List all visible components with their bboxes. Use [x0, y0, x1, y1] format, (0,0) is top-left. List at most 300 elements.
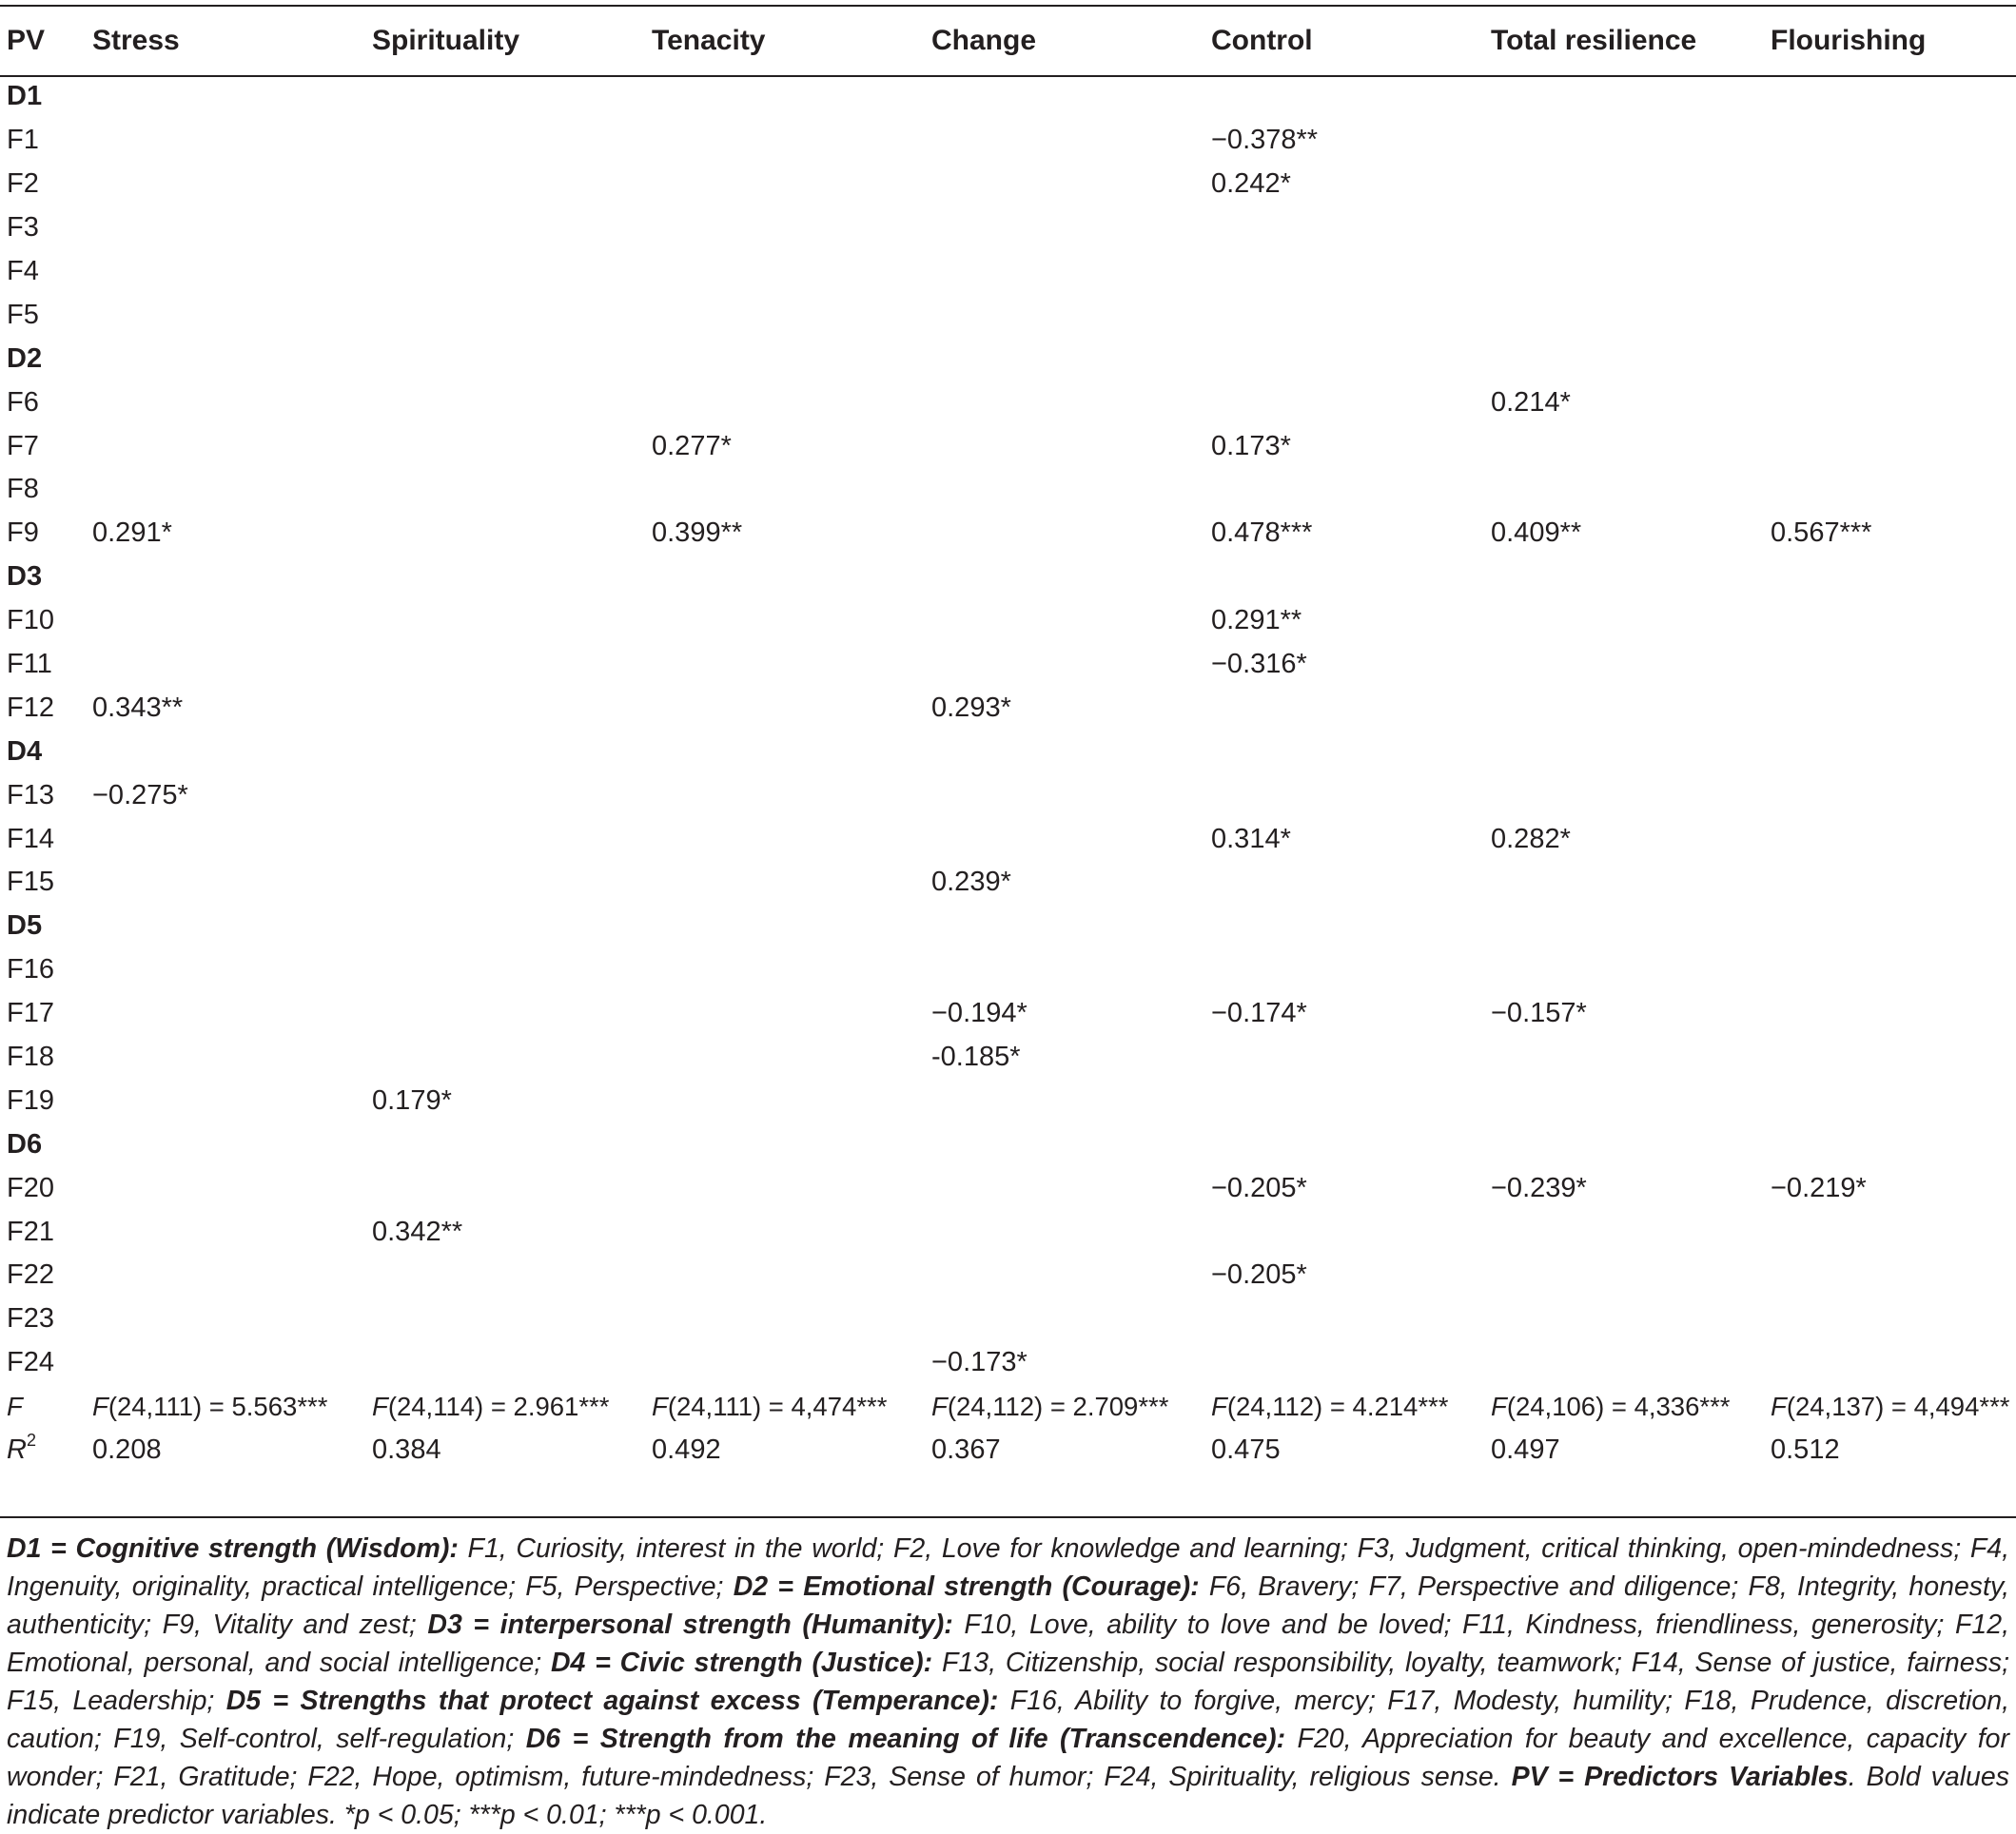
- table-row: [0, 861, 2016, 905]
- table-cell: [925, 1210, 1204, 1254]
- table-cell: [86, 424, 365, 468]
- table-cell: [645, 293, 925, 337]
- table-cell: [86, 380, 365, 424]
- table-cell: [925, 643, 1204, 687]
- table-cell: 0.367: [931, 1434, 1001, 1466]
- table-cell: [925, 905, 1204, 948]
- table-cell: [1204, 380, 1484, 424]
- table-cell: [365, 556, 645, 599]
- table-cell: [1204, 773, 1484, 817]
- table-cell: [645, 1297, 925, 1341]
- table-cell: [1764, 293, 2016, 337]
- table-cell: 0.179*: [372, 1084, 452, 1116]
- table-cell: [925, 556, 1204, 599]
- table-cell: [1764, 75, 2016, 119]
- table-cell: [365, 1036, 645, 1080]
- table-cell: [925, 730, 1204, 773]
- table-cell: [1484, 468, 1764, 512]
- table-cell: [1484, 1036, 1764, 1080]
- table-cell: [86, 861, 365, 905]
- table-cell: [1764, 468, 2016, 512]
- table-cell: [925, 512, 1204, 556]
- table-cell: [1484, 75, 1764, 119]
- column-header: Change: [931, 25, 1037, 56]
- table-cell: [925, 119, 1204, 163]
- table-row: [0, 686, 2016, 730]
- table-cell: [86, 119, 365, 163]
- table-cell: [1204, 1210, 1484, 1254]
- table-cell: [365, 1297, 645, 1341]
- table-row: [0, 1297, 2016, 1341]
- table-cell: F(24,111) = 4,474***: [652, 1391, 888, 1421]
- table-cell: [645, 1254, 925, 1297]
- table-cell: 0.492: [652, 1434, 721, 1466]
- table-cell: [1764, 1122, 2016, 1166]
- table-cell: F(24,114) = 2.961***: [372, 1391, 610, 1421]
- row-label: F14: [7, 823, 54, 854]
- table-cell: [1764, 424, 2016, 468]
- table-cell: [365, 905, 645, 948]
- row-label: D2: [7, 342, 43, 374]
- row-label: F7: [7, 430, 39, 461]
- row-label: $R^2$: [7, 1431, 36, 1466]
- table-cell: [645, 686, 925, 730]
- table-cell: [645, 817, 925, 861]
- table-cell: 0.567***: [1771, 517, 1872, 549]
- table-cell: [1484, 599, 1764, 643]
- table-cell: [1764, 1210, 2016, 1254]
- table-cell: [925, 163, 1204, 206]
- table-cell: 0.475: [1211, 1434, 1281, 1466]
- table-cell: [1484, 1341, 1764, 1385]
- table-cell: 0.512: [1771, 1434, 1840, 1466]
- row-label: F: [7, 1391, 23, 1421]
- row-label: F24: [7, 1347, 54, 1378]
- table-cell: [1764, 119, 2016, 163]
- column-header: Total resilience: [1491, 25, 1697, 56]
- table-cell: [1764, 206, 2016, 250]
- table-cell: [925, 773, 1204, 817]
- table-cell: [86, 1166, 365, 1210]
- table-cell: 0.291**: [1211, 605, 1302, 636]
- table-row: [0, 992, 2016, 1036]
- table-cell: [1484, 119, 1764, 163]
- table-cell: 0.314*: [1211, 823, 1291, 854]
- table-row: [0, 250, 2016, 294]
- table-cell: [86, 1036, 365, 1080]
- table-cell: [365, 250, 645, 294]
- table-cell: −0.205*: [1211, 1172, 1307, 1203]
- table-cell: [86, 1079, 365, 1122]
- table-cell: [86, 1341, 365, 1385]
- row-label: F18: [7, 1042, 54, 1073]
- table-row: [0, 1341, 2016, 1385]
- table-cell: −0.316*: [1211, 649, 1307, 680]
- table-cell: [645, 206, 925, 250]
- table-cell: 0.384: [372, 1434, 441, 1466]
- table-cell: [365, 75, 645, 119]
- table-cell: [1764, 686, 2016, 730]
- table-cell: [645, 773, 925, 817]
- table-cell: [645, 556, 925, 599]
- table-cell: [1204, 948, 1484, 992]
- table-cell: [365, 817, 645, 861]
- table-cell: [1484, 424, 1764, 468]
- table-cell: [86, 163, 365, 206]
- table-cell: [1484, 556, 1764, 599]
- table-cell: [1484, 686, 1764, 730]
- table-cell: [925, 293, 1204, 337]
- table-cell: [1484, 1122, 1764, 1166]
- table-cell: [1764, 556, 2016, 599]
- table-cell: [1484, 293, 1764, 337]
- table-cell: 0.208: [92, 1434, 162, 1466]
- table-cell: [1764, 1254, 2016, 1297]
- table-cell: [645, 250, 925, 294]
- row-label: F15: [7, 867, 54, 898]
- table-cell: [365, 380, 645, 424]
- row-label: F17: [7, 998, 54, 1029]
- table-row: [0, 380, 2016, 424]
- header-row: [0, 7, 2016, 75]
- table-cell: [1484, 1297, 1764, 1341]
- table-row: [0, 1036, 2016, 1080]
- table-cell: [365, 599, 645, 643]
- r-squared-row: [0, 1429, 2016, 1473]
- row-label: F1: [7, 125, 39, 156]
- table-cell: [925, 75, 1204, 119]
- table-cell: F(24,112) = 4.214***: [1211, 1391, 1449, 1421]
- table-cell: [1764, 599, 2016, 643]
- table-cell: [645, 1122, 925, 1166]
- table-cell: [1204, 250, 1484, 294]
- table-cell: [1764, 250, 2016, 294]
- table-cell: [645, 380, 925, 424]
- table-cell: [645, 1166, 925, 1210]
- table-cell: [925, 1166, 1204, 1210]
- table-cell: [1764, 730, 2016, 773]
- row-label: D6: [7, 1128, 43, 1160]
- table-cell: [86, 1297, 365, 1341]
- dimension-row: [0, 1122, 2016, 1166]
- table-cell: [1764, 817, 2016, 861]
- table-cell: [365, 119, 645, 163]
- bottom-rule: [0, 1516, 2016, 1518]
- table-row: [0, 1166, 2016, 1210]
- table-cell: [1484, 206, 1764, 250]
- table-cell: [1764, 905, 2016, 948]
- table-cell: 0.282*: [1491, 823, 1571, 854]
- table-cell: [645, 861, 925, 905]
- table-cell: [86, 293, 365, 337]
- table-cell: [1764, 1341, 2016, 1385]
- row-label: D1: [7, 81, 43, 112]
- row-label: F10: [7, 605, 54, 636]
- table-cell: F(24,106) = 4,336***: [1491, 1391, 1731, 1421]
- table-cell: [86, 599, 365, 643]
- table-cell: [365, 948, 645, 992]
- table-cell: [645, 1036, 925, 1080]
- table-cell: [1204, 905, 1484, 948]
- table-cell: [1204, 1297, 1484, 1341]
- table-cell: [1204, 686, 1484, 730]
- table-cell: [365, 293, 645, 337]
- table-cell: −0.194*: [931, 998, 1028, 1029]
- table-cell: −0.173*: [931, 1347, 1028, 1378]
- column-header: Tenacity: [652, 25, 766, 56]
- table-cell: [86, 1254, 365, 1297]
- table-cell: 0.478***: [1211, 517, 1313, 549]
- table-cell: [925, 424, 1204, 468]
- column-header: Control: [1211, 25, 1313, 56]
- table-row: [0, 599, 2016, 643]
- table-body: [0, 75, 2016, 1473]
- row-label: F23: [7, 1303, 54, 1335]
- table-cell: [1204, 337, 1484, 380]
- table-cell: −0.239*: [1491, 1172, 1587, 1203]
- table-row: [0, 163, 2016, 206]
- table-cell: −0.205*: [1211, 1259, 1307, 1291]
- table-cell: [1764, 337, 2016, 380]
- dimension-row: [0, 730, 2016, 773]
- table-cell: [1204, 1079, 1484, 1122]
- dimension-row: [0, 75, 2016, 119]
- row-label: F20: [7, 1172, 54, 1203]
- table-cell: [365, 337, 645, 380]
- row-label: F9: [7, 517, 39, 549]
- table-cell: [1764, 1036, 2016, 1080]
- table-cell: [1484, 163, 1764, 206]
- row-label: F6: [7, 386, 39, 418]
- dimension-row: [0, 905, 2016, 948]
- row-label: F16: [7, 954, 54, 985]
- table-row: [0, 468, 2016, 512]
- table-cell: -0.185*: [931, 1042, 1021, 1073]
- table-cell: [86, 817, 365, 861]
- table-cell: [1204, 1122, 1484, 1166]
- table-row: [0, 948, 2016, 992]
- table-cell: [1764, 948, 2016, 992]
- table-cell: [365, 773, 645, 817]
- table-cell: [1764, 380, 2016, 424]
- row-label: F19: [7, 1084, 54, 1116]
- table-cell: [1204, 293, 1484, 337]
- table-cell: [86, 556, 365, 599]
- table-cell: F(24,111) = 5.563***: [92, 1391, 328, 1421]
- table-row: [0, 1210, 2016, 1254]
- row-label: F13: [7, 779, 54, 810]
- table-cell: [86, 250, 365, 294]
- table-cell: [86, 206, 365, 250]
- table-cell: [86, 905, 365, 948]
- table-cell: [1764, 1079, 2016, 1122]
- table-row: [0, 773, 2016, 817]
- table-cell: [1204, 206, 1484, 250]
- table-cell: [1204, 861, 1484, 905]
- table-cell: [365, 512, 645, 556]
- table-row: [0, 293, 2016, 337]
- table-cell: [1204, 75, 1484, 119]
- table-cell: [645, 643, 925, 687]
- table-cell: [86, 75, 365, 119]
- table-cell: [1204, 1036, 1484, 1080]
- table-cell: [1484, 337, 1764, 380]
- table-cell: −0.174*: [1211, 998, 1307, 1029]
- table-cell: [925, 1122, 1204, 1166]
- table-cell: [365, 468, 645, 512]
- table-cell: 0.343**: [92, 692, 184, 723]
- table-cell: [645, 163, 925, 206]
- table-cell: [645, 1210, 925, 1254]
- row-label: D4: [7, 735, 43, 767]
- table-cell: [645, 75, 925, 119]
- table-cell: [925, 948, 1204, 992]
- table-cell: [925, 206, 1204, 250]
- table-cell: [1204, 1341, 1484, 1385]
- table-cell: [1764, 1297, 2016, 1341]
- table-cell: [365, 992, 645, 1036]
- table-cell: 0.242*: [1211, 168, 1291, 200]
- table-cell: 0.342**: [372, 1216, 463, 1247]
- table-cell: [86, 948, 365, 992]
- table-cell: [1764, 992, 2016, 1036]
- table-cell: [365, 730, 645, 773]
- table-cell: [86, 468, 365, 512]
- row-label: F2: [7, 168, 39, 200]
- table-row: [0, 119, 2016, 163]
- table-cell: 0.409**: [1491, 517, 1582, 549]
- table-cell: [365, 643, 645, 687]
- row-label: F4: [7, 256, 39, 286]
- row-label: F22: [7, 1259, 54, 1291]
- dimension-row: [0, 337, 2016, 380]
- table-cell: [645, 1341, 925, 1385]
- table-row: [0, 424, 2016, 468]
- row-label: F12: [7, 692, 54, 723]
- table-cell: [1484, 643, 1764, 687]
- table-cell: [1764, 163, 2016, 206]
- table-row: [0, 643, 2016, 687]
- table-cell: [1484, 250, 1764, 294]
- table-cell: [365, 206, 645, 250]
- table-cell: [645, 948, 925, 992]
- table-row: [0, 512, 2016, 556]
- row-label: F5: [7, 299, 39, 330]
- table-cell: 0.293*: [931, 692, 1011, 723]
- table-cell: [1204, 468, 1484, 512]
- table-row: [0, 1079, 2016, 1122]
- table-row: [0, 817, 2016, 861]
- dimension-row: [0, 556, 2016, 599]
- column-header: Stress: [92, 25, 180, 56]
- table-cell: [86, 1210, 365, 1254]
- table-cell: [1484, 1079, 1764, 1122]
- table-cell: [1484, 905, 1764, 948]
- regression-table: [0, 7, 2016, 1473]
- table-cell: [1484, 773, 1764, 817]
- table-cell: [925, 1254, 1204, 1297]
- table-footnote: D1 = Cognitive strength (Wisdom): F1, Curiosity, interest in the world; F2, Love for knowledge and learning; F3, Judgment, critical thinking, open-mindedness; F4, Ingenuity, originality, practical intelligence; F5, Perspective; D2 = Emotional strength (Courage): F6, Bravery; F7, Perspective and diligence; F8, Integrity, honesty, authenticity; F9, Vitality and zest; D3 = interpersonal strength (Humanity): F10, Love, ability to love and be loved; F11, Kindness, friendliness, generosity; F12, Emotional, personal, and social intelligence; D4 = Civic strength (Justice): F13, Citizenship, social responsibility, loyalty, teamwork; F14, Sense of justice, fairness; F15, Leadership; D5 = Strengths that protect against excess (Temperance): F16, Ability to forgive, mercy; F17, Modesty, humility; F18, Prudence, discretion, caution; F19, Self-control, self-regulation; D6 = Strength from the meaning of life (Transcendence): F20, Appreciation for beauty and excellence, capacity for wonder; F21, Gratitude; F22, Hope, optimism, future-mindedness; F23, Sense of humor; F24, Spirituality, religious sense. PV = Predictors Variables. Bold values indicate predictor variables. *p < 0.05; ***p < 0.01; ***p < 0.001.: [7, 1533, 2010, 1830]
- table-row: [0, 1254, 2016, 1297]
- table-cell: [86, 992, 365, 1036]
- table-cell: [645, 992, 925, 1036]
- table-cell: [86, 337, 365, 380]
- f-statistic-row: [0, 1385, 2016, 1429]
- table-cell: [86, 730, 365, 773]
- table-cell: [365, 861, 645, 905]
- row-label: D5: [7, 910, 43, 942]
- table-cell: 0.399**: [652, 517, 743, 549]
- table-cell: 0.291*: [92, 517, 172, 549]
- table-cell: F(24,137) = 4,494***: [1771, 1391, 2010, 1421]
- table-cell: [1484, 948, 1764, 992]
- table-cell: [1484, 1254, 1764, 1297]
- table-cell: [1764, 773, 2016, 817]
- table-cell: −0.157*: [1491, 998, 1587, 1029]
- table-row: [0, 206, 2016, 250]
- table-cell: 0.239*: [931, 867, 1011, 898]
- table-cell: [645, 905, 925, 948]
- column-header: Spirituality: [372, 25, 520, 56]
- table-cell: [1484, 730, 1764, 773]
- table-cell: 0.497: [1491, 1434, 1560, 1466]
- table-cell: [365, 1166, 645, 1210]
- table-cell: [1204, 556, 1484, 599]
- row-label: F8: [7, 474, 39, 505]
- table-cell: [1764, 643, 2016, 687]
- table-cell: [925, 380, 1204, 424]
- column-header: PV: [7, 25, 46, 56]
- table-cell: −0.275*: [92, 779, 188, 810]
- table-cell: [925, 250, 1204, 294]
- table-cell: [1204, 730, 1484, 773]
- table-cell: [365, 1122, 645, 1166]
- table-cell: [645, 1079, 925, 1122]
- column-header: Flourishing: [1771, 25, 1927, 56]
- table-cell: −0.378**: [1211, 125, 1319, 156]
- table-cell: [645, 468, 925, 512]
- table-cell: [365, 1254, 645, 1297]
- table-cell: [925, 599, 1204, 643]
- row-label: F11: [7, 649, 52, 680]
- row-label: D3: [7, 561, 43, 593]
- table-cell: [925, 1297, 1204, 1341]
- table-cell: [365, 163, 645, 206]
- table-cell: [645, 599, 925, 643]
- row-label: F3: [7, 212, 39, 244]
- table-cell: [645, 119, 925, 163]
- table-cell: [645, 730, 925, 773]
- row-label: F21: [7, 1216, 54, 1247]
- table-cell: [365, 686, 645, 730]
- table-cell: F(24,112) = 2.709***: [931, 1391, 1169, 1421]
- table-cell: [925, 817, 1204, 861]
- table-cell: −0.219*: [1771, 1172, 1867, 1203]
- table-cell: [86, 643, 365, 687]
- table-cell: [1484, 1210, 1764, 1254]
- table-cell: [1484, 861, 1764, 905]
- table-cell: 0.173*: [1211, 430, 1291, 461]
- table-cell: [86, 1122, 365, 1166]
- table-cell: [925, 337, 1204, 380]
- table-cell: [365, 1341, 645, 1385]
- table-cell: [925, 468, 1204, 512]
- table-cell: 0.277*: [652, 430, 732, 461]
- table-cell: [645, 337, 925, 380]
- table-cell: [1764, 861, 2016, 905]
- table-cell: [365, 424, 645, 468]
- table-cell: [925, 1079, 1204, 1122]
